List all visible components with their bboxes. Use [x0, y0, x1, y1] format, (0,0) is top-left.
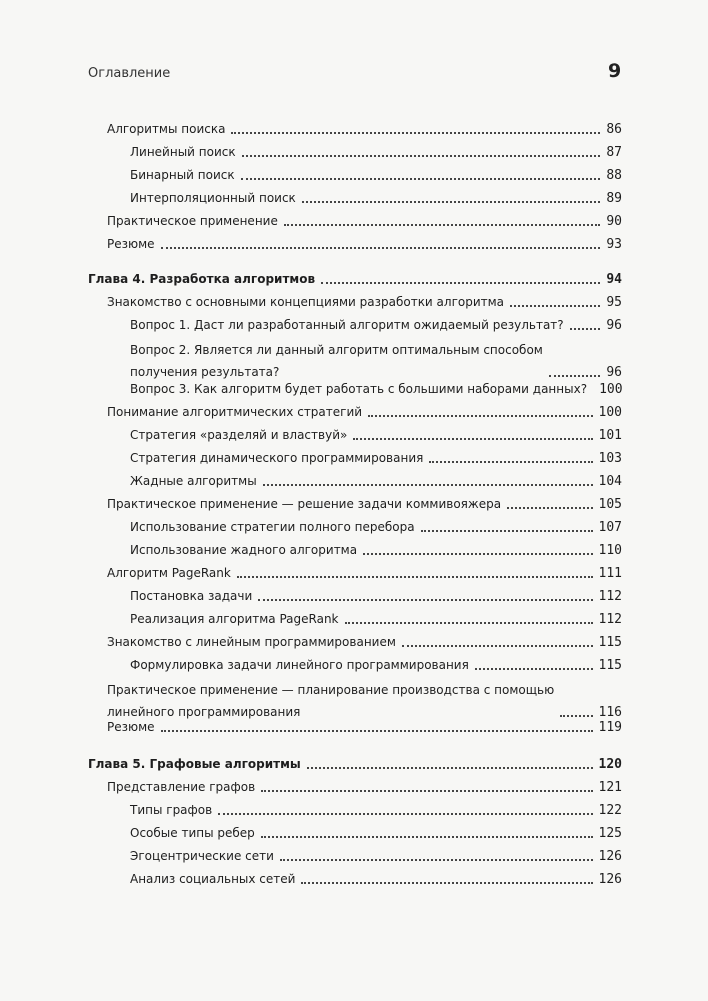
toc-entry	[130, 612, 622, 627]
toc-entry-title: Особые типы ребер	[130, 826, 255, 840]
toc-entry-page: 115	[598, 658, 622, 673]
dot-leader	[261, 790, 592, 792]
toc-entry-title: Анализ социальных сетей	[130, 872, 296, 886]
dot-leader	[261, 836, 593, 838]
toc-entry	[130, 318, 622, 333]
toc-entry-page: 96	[606, 318, 622, 333]
toc-entry	[130, 849, 622, 864]
toc-entry-page: 126	[598, 872, 622, 887]
toc-entry-title: Вопрос 3. Как алгоритм будет работать с большими наборами данных?	[130, 382, 588, 396]
toc-entry	[107, 237, 622, 252]
toc-entry-page: 122	[598, 803, 622, 818]
toc-entry-page: 96	[606, 365, 622, 380]
dot-leader	[363, 553, 592, 555]
dot-leader	[560, 715, 592, 717]
toc-entry-page: 89	[606, 191, 622, 206]
toc-entry-title: Вопрос 2. Является ли данный алгоритм оптимальным способом	[130, 343, 543, 357]
toc-entry	[107, 122, 622, 137]
toc-entry-page: 126	[598, 849, 622, 864]
toc-entry-page: 119	[598, 720, 622, 735]
dot-leader	[429, 461, 592, 463]
toc-entry	[107, 566, 622, 581]
toc-entry-title: Знакомство с линейным программированием	[107, 635, 396, 649]
toc-entry-title: Использование стратегии полного перебора	[130, 520, 415, 534]
toc-entry	[130, 343, 622, 380]
toc-entry-title: Алгоритм PageRank	[107, 566, 231, 580]
running-header-title: Оглавление	[88, 66, 171, 81]
toc-entry-page: 93	[606, 237, 622, 252]
toc-entry	[130, 803, 622, 818]
toc-entry	[130, 589, 622, 604]
toc-entry-page: 105	[598, 497, 622, 512]
toc-entry-title: Глава 4. Разработка алгоритмов	[88, 272, 316, 286]
toc-entry-title-continued: линейного программирования	[107, 705, 301, 719]
dot-leader	[284, 224, 601, 226]
toc-entry-page: 94	[606, 272, 622, 287]
toc-entry-page: 88	[606, 168, 622, 183]
toc-entry-title: Представление графов	[107, 780, 256, 794]
toc-entry-title: Вопрос 1. Даст ли разработанный алгоритм ожидаемый результат?	[130, 318, 564, 332]
toc-entry	[130, 520, 622, 535]
dot-leader	[242, 155, 601, 157]
dot-leader	[421, 530, 593, 532]
toc-entry-title: Практическое применение — планирование производства с помощью	[107, 683, 555, 697]
dot-leader	[549, 375, 600, 377]
dot-leader	[231, 132, 600, 134]
toc-entry-page: 103	[598, 451, 622, 466]
dot-leader	[161, 247, 601, 249]
toc-entry	[130, 382, 622, 397]
toc-entry-title: Резюме	[107, 720, 155, 734]
toc-entry-page: 90	[606, 214, 622, 229]
toc-entry-title: Резюме	[107, 237, 155, 251]
toc-entry-page: 87	[606, 145, 622, 160]
toc-entry-title: Знакомство с основными концепциями разработки алгоритма	[107, 295, 505, 309]
dot-leader	[161, 730, 593, 732]
toc-entry-title: Использование жадного алгоритма	[130, 543, 358, 557]
toc-entry-title: Жадные алгоритмы	[130, 474, 257, 488]
toc-entry-page: 112	[598, 589, 622, 604]
dot-leader	[307, 767, 593, 769]
toc-entry	[107, 295, 622, 310]
toc-entry-title: Стратегия динамического программирования	[130, 451, 424, 465]
toc-chapter-entry	[88, 757, 622, 772]
toc-entry-page: 107	[598, 520, 622, 535]
toc-entry-title: Реализация алгоритма PageRank	[130, 612, 339, 626]
toc-chapter-entry	[88, 272, 622, 287]
toc-entry-page: 120	[598, 757, 622, 772]
dot-leader	[218, 813, 592, 815]
toc-entry-page: 121	[598, 780, 622, 795]
toc-entry-title: Бинарный поиск	[130, 168, 235, 182]
toc-entry	[130, 451, 622, 466]
toc-entry-page: 112	[598, 612, 622, 627]
dot-leader	[368, 415, 592, 417]
toc-entry-title: Глава 5. Графовые алгоритмы	[88, 757, 301, 771]
dot-leader	[507, 507, 592, 509]
dot-leader	[301, 882, 592, 884]
toc-entry-title: Интерполяционный поиск	[130, 191, 296, 205]
dot-leader	[570, 328, 601, 330]
dot-leader	[280, 859, 593, 861]
toc-entry-page: 95	[606, 295, 622, 310]
toc-entry-page: 110	[598, 543, 622, 558]
toc-entry	[130, 168, 622, 183]
toc-entry-title: Типы графов	[130, 803, 213, 817]
toc-entry-title: Понимание алгоритмических стратегий	[107, 405, 363, 419]
toc-entry-title-continued: получения результата?	[130, 365, 280, 379]
toc-entry	[107, 780, 622, 795]
toc-entry	[130, 474, 622, 489]
toc-entry	[107, 683, 622, 720]
dot-leader	[241, 178, 601, 180]
toc-entry	[130, 872, 622, 887]
toc-entry-page: 100	[599, 382, 623, 397]
toc-entry	[130, 543, 622, 558]
toc-entry-title: Постановка задачи	[130, 589, 253, 603]
dot-leader	[475, 668, 593, 670]
toc-entry-page: 86	[606, 122, 622, 137]
toc-entry-title: Практическое применение — решение задачи коммивояжера	[107, 497, 502, 511]
toc-entry	[130, 428, 622, 443]
dot-leader	[402, 645, 593, 647]
toc-entry	[107, 214, 622, 229]
toc-entry	[130, 658, 622, 673]
toc-entry	[107, 405, 622, 420]
toc-entry-page: 101	[598, 428, 622, 443]
dot-leader	[258, 599, 592, 601]
toc-entry-title: Практическое применение	[107, 214, 278, 228]
page-number: 9	[608, 60, 622, 82]
toc-entry	[107, 635, 622, 650]
toc-entry	[130, 191, 622, 206]
dot-leader	[237, 576, 593, 578]
toc-entry	[130, 145, 622, 160]
dot-leader	[321, 282, 600, 284]
toc-entry-title: Линейный поиск	[130, 145, 236, 159]
toc-entry	[107, 720, 622, 735]
toc-entry-title: Стратегия «разделяй и властвуй»	[130, 428, 348, 442]
toc-entry-page: 100	[598, 405, 622, 420]
toc-entry-title: Эгоцентрические сети	[130, 849, 274, 863]
toc-entry-page: 116	[598, 705, 622, 720]
toc-entry	[107, 497, 622, 512]
toc-entry-title: Алгоритмы поиска	[107, 122, 226, 136]
dot-leader	[345, 622, 593, 624]
dot-leader	[302, 201, 601, 203]
toc-entry-page: 125	[598, 826, 622, 841]
toc-entry-title: Формулировка задачи линейного программирования	[130, 658, 469, 672]
toc-entry-page: 115	[598, 635, 622, 650]
dot-leader	[353, 438, 592, 440]
toc-entry	[130, 826, 622, 841]
dot-leader	[510, 305, 600, 307]
toc-entry-page: 111	[598, 566, 622, 581]
dot-leader	[263, 484, 593, 486]
toc-entry-page: 104	[598, 474, 622, 489]
